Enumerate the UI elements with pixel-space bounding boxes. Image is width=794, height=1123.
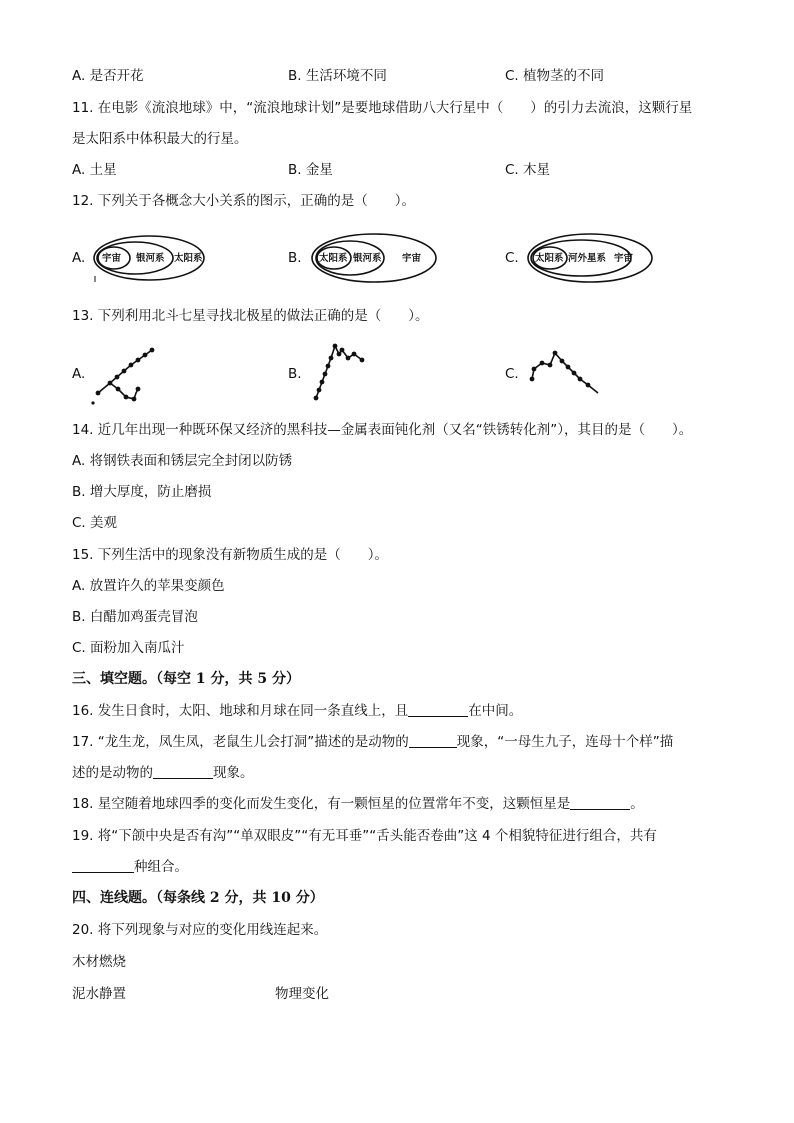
q14-stem: 14. 近几年出现一种既环保又经济的黑科技—金属表面钝化剂（又名“铁锈转化剂”），其目的是（ ）。: [72, 422, 693, 438]
q10-option-a: A. 是否开花: [72, 68, 144, 84]
q17-line2-pre: 述的是动物的: [72, 765, 153, 781]
q11-stem-line1: 11. 在电影《流浪地球》中，“流浪地球计划”是要地球借助八大行星中（ ）的引力去流浪，这颗行星: [72, 100, 693, 116]
q12-diagram-b: [310, 232, 440, 288]
q16-text-post: 在中间。: [468, 703, 523, 719]
q15-option-b: B. 白醋加鸡蛋壳冒泡: [72, 609, 198, 625]
q18-text-post: 。: [630, 796, 644, 812]
q20-left-item-2[interactable]: 泥水静置: [72, 986, 126, 1002]
q17-blank-2[interactable]: [153, 764, 213, 779]
q17-blank-1[interactable]: [409, 733, 457, 748]
section-3-heading: 三、填空题。（每空 1 分，共 5 分）: [72, 671, 300, 687]
section-4-heading: 四、连线题。（每条线 2 分，共 10 分）: [72, 890, 324, 906]
q15-option-a: A. 放置许久的苹果变颜色: [72, 578, 225, 594]
q12-diagram-c: [526, 232, 656, 288]
q18-blank[interactable]: [570, 795, 630, 810]
q20-stem: 20. 将下列现象与对应的变化用线连起来。: [72, 922, 328, 938]
q10-option-c: C. 植物茎的不同: [505, 68, 605, 84]
q12-option-c-label: C.: [505, 250, 519, 266]
q12-b-mid-label: 银河系: [353, 253, 382, 264]
q12-b-inner-label: 太阳系: [319, 253, 348, 264]
q13-option-b-label: B.: [288, 366, 302, 382]
q14-option-b: B. 增大厚度，防止磨损: [72, 484, 212, 500]
q19-blank[interactable]: [72, 858, 134, 873]
q16-blank[interactable]: [408, 702, 468, 717]
q14-option-c: C. 美观: [72, 515, 118, 531]
q12-b-outer-label: 宇宙: [402, 253, 422, 264]
q20-right-item-1[interactable]: 物理变化: [275, 986, 329, 1002]
q13-option-c-label: C.: [505, 366, 519, 382]
q11-stem-line2: 是太阳系中体积最大的行星。: [72, 131, 248, 147]
q11-option-c: C. 木星: [505, 162, 551, 178]
q17-line2: [72, 764, 254, 782]
q12-a-mid-label: 银河系: [136, 253, 165, 264]
q12-c-mid-label: 河外星系: [568, 253, 607, 264]
q12-a-outer-label: 太阳系: [174, 253, 203, 264]
q17-text-mid: 现象，“一母生九子，连母十个样”描: [456, 734, 674, 750]
q17-line1: [72, 733, 673, 751]
q19-line2: [72, 858, 188, 876]
q18: [72, 795, 644, 813]
q13-diagram-a: [90, 345, 165, 410]
q17-text-pre: 17. “龙生龙，凤生凤，老鼠生儿会打洞”描述的是动物的: [72, 734, 409, 750]
q13-stem: 13. 下列利用北斗七星寻找北极星的做法正确的是（ ）。: [72, 308, 429, 324]
q16: [72, 702, 522, 720]
q14-option-a: A. 将钢铁表面和锈层完全封闭以防锈: [72, 453, 293, 469]
q11-option-a: A. 土星: [72, 162, 117, 178]
q19-line2-post: 种组合。: [134, 859, 188, 875]
q11-option-b: B. 金星: [288, 162, 333, 178]
q15-option-c: C. 面粉加入南瓜汁: [72, 640, 185, 656]
q13-option-a-label: A.: [72, 366, 86, 382]
q12-a-inner-label: 宇宙: [102, 253, 122, 264]
q12-diagram-a: [92, 232, 212, 288]
q10-option-b: B. 生活环境不同: [288, 68, 387, 84]
q12-c-inner-label: 太阳系: [535, 253, 564, 264]
q20-left-item-1[interactable]: 木材燃烧: [72, 954, 126, 970]
q13-diagram-c: [524, 345, 614, 400]
q16-text-pre: 16. 发生日食时，太阳、地球和月球在同一条直线上，且: [72, 703, 409, 719]
q12-c-outer-label: 宇宙: [614, 253, 634, 264]
q19-line1: 19. 将“下颌中央是否有沟”“单双眼皮”“有无耳垂”“舌头能否卷曲”这 4 个相貌特征进行组合，共有: [72, 828, 657, 844]
q13-diagram-b: [308, 340, 373, 405]
q15-stem: 15. 下列生活中的现象没有新物质生成的是（ ）。: [72, 547, 389, 563]
q12-option-b-label: B.: [288, 250, 302, 266]
q18-text-pre: 18. 星空随着地球四季的变化而发生变化，有一颗恒星的位置常年不变，这颗恒星是: [72, 796, 571, 812]
q12-option-a-label: A.: [72, 250, 86, 266]
q12-stem: 12. 下列关于各概念大小关系的图示，正确的是（ ）。: [72, 193, 416, 209]
q17-line2-post: 现象。: [213, 765, 254, 781]
